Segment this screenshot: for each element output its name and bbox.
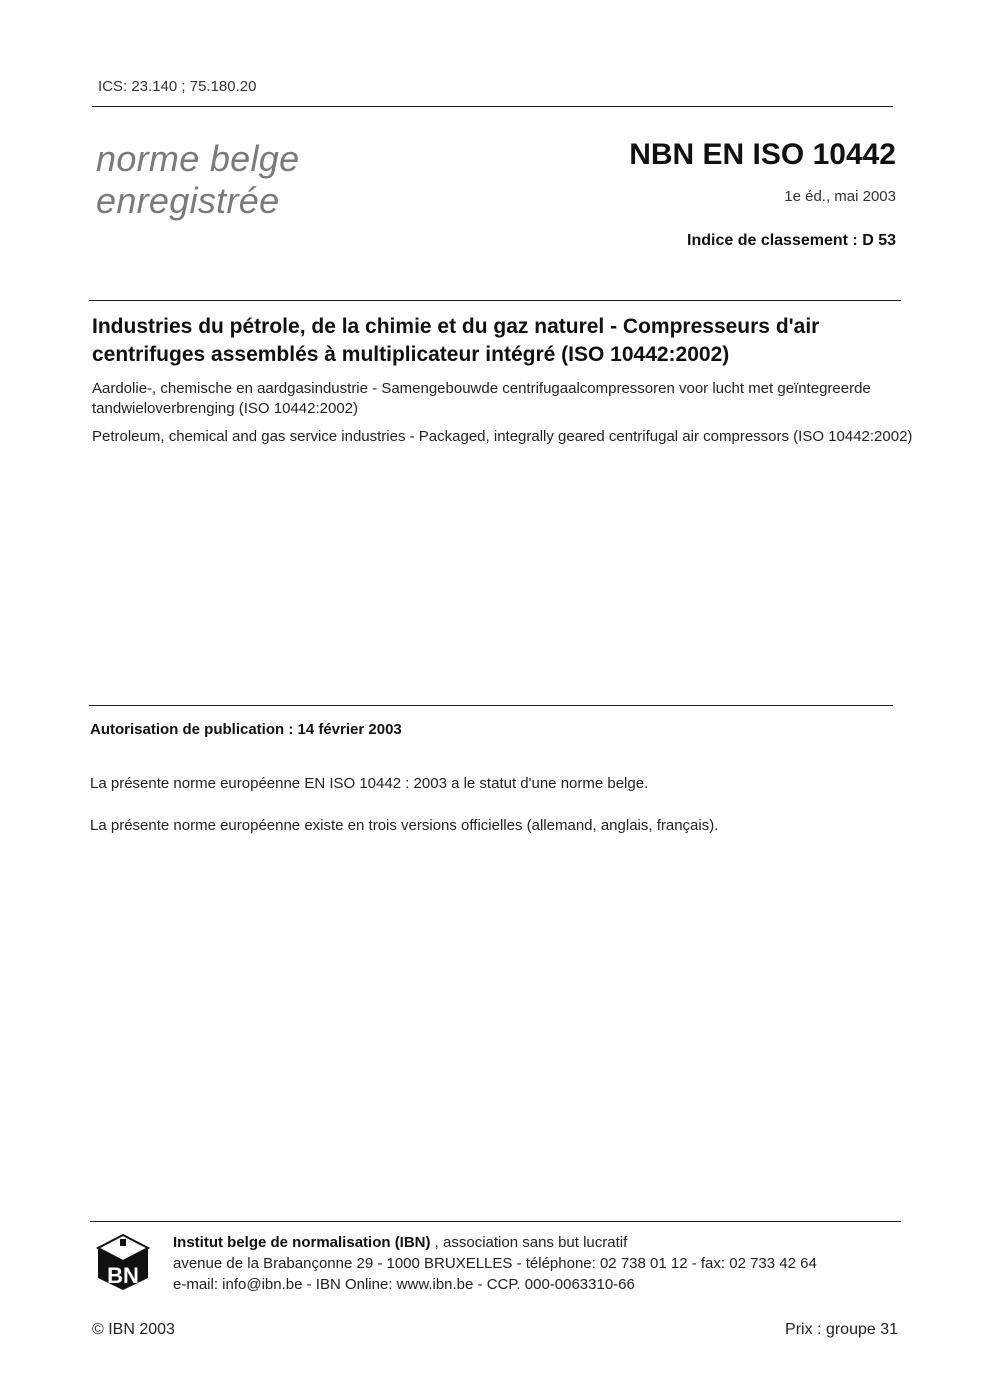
- header-divider: [92, 106, 893, 107]
- ics-code: ICS: 23.140 ; 75.180.20: [98, 78, 257, 95]
- norme-line-1: norme belge: [96, 138, 300, 179]
- status-paragraph: La présente norme européenne EN ISO 10442 : 2003 a le statut d'une norme belge.: [90, 775, 649, 792]
- edition: 1e éd., mai 2003: [784, 188, 896, 205]
- institute-suffix: , association sans but lucratif: [430, 1234, 628, 1251]
- norme-line-2: enregistrée: [96, 180, 280, 221]
- body-divider: [89, 705, 893, 706]
- versions-paragraph: La présente norme européenne existe en trois versions officielles (allemand, anglais, français).: [90, 817, 719, 834]
- document-type-label: [96, 138, 299, 222]
- institute-line: [173, 1232, 817, 1253]
- price-group: Prix : groupe 31: [785, 1321, 898, 1338]
- title-dutch: Aardolie-, chemische en aardgasindustrie - Samengebouwde centrifugaalcompressoren voor lucht met geïntegreerde tandwieloverbrenging (ISO 10442:2002): [92, 380, 871, 417]
- title-french: Industries du pétrole, de la chimie et du gaz naturel - Compresseurs d'air centrifuges assemblés à multiplicateur intégré (ISO 10442:2002): [92, 315, 820, 366]
- standard-id: NBN EN ISO 10442: [629, 138, 896, 171]
- institute-address: avenue de la Brabançonne 29 - 1000 BRUXELLES - téléphone: 02 738 01 12 - fax: 02 733 42 64: [173, 1255, 817, 1272]
- institute-block: [173, 1232, 817, 1295]
- logo-letters: BN: [107, 1263, 139, 1288]
- institute-name: Institut belge de normalisation (IBN): [173, 1234, 431, 1251]
- footer-divider: [90, 1221, 901, 1222]
- title-divider: [89, 300, 901, 301]
- institute-contact: e-mail: info@ibn.be - IBN Online: www.ibn.be - CCP. 000-0063310-66: [173, 1276, 635, 1293]
- classification-index: Indice de classement : D 53: [687, 232, 896, 249]
- copyright: © IBN 2003: [92, 1321, 175, 1338]
- ibn-logo-icon: [96, 1233, 150, 1291]
- title-english: Petroleum, chemical and gas service industries - Packaged, integrally geared centrifugal air compressors (ISO 10442:2002): [92, 428, 913, 445]
- publication-authorisation: Autorisation de publication : 14 février 2003: [90, 721, 402, 738]
